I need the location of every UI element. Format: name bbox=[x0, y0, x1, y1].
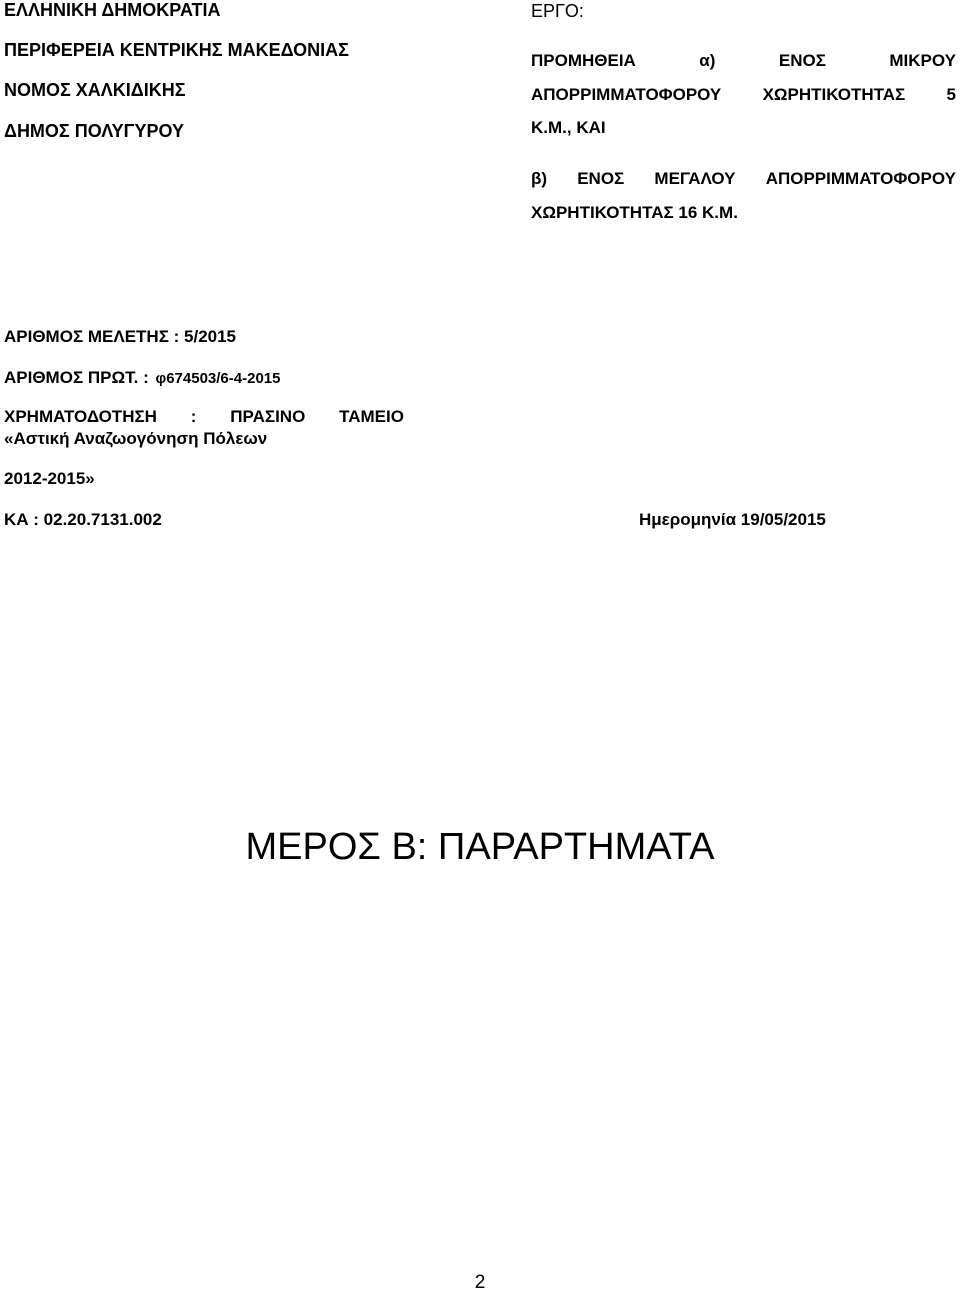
word: ΧΩΡΗΤΙΚΟΤΗΤΑΣ bbox=[762, 85, 906, 104]
word: ΠΡΑΣΙΝΟ bbox=[230, 407, 306, 426]
word: ΤΑΜΕΙΟ bbox=[339, 407, 404, 426]
word: 5 bbox=[946, 85, 956, 104]
word: ΕΝΟΣ bbox=[778, 51, 826, 70]
project-item-b-line1 bbox=[531, 169, 956, 189]
country-name: ΕΛΛΗΝΙΚΗ ΔΗΜΟΚΡΑΤΙΑ bbox=[4, 0, 221, 20]
word: ΜΕΓΑΛΟΥ bbox=[654, 169, 736, 188]
municipality-name: ΔΗΜΟΣ ΠΟΛΥΓΥΡΟΥ bbox=[4, 121, 184, 141]
word: ΜΙΚΡΟΥ bbox=[889, 51, 956, 70]
region-name: ΠΕΡΙΦΕΡΕΙΑ ΚΕΝΤΡΙΚΗΣ ΜΑΚΕΔΟΝΙΑΣ bbox=[4, 40, 349, 60]
section-title: ΜΕΡΟΣ Β: ΠΑΡΑΡΤΗΜΑΤΑ bbox=[245, 826, 715, 868]
protocol-label: ΑΡΙΘΜΟΣ ΠΡΩΤ. : bbox=[4, 368, 149, 387]
project-item-a-line3: Κ.Μ., ΚΑΙ bbox=[531, 118, 606, 137]
funding-line1 bbox=[4, 407, 404, 427]
word: ΕΝΟΣ bbox=[577, 169, 625, 188]
word: ΠΡΟΜΗΘΕΙΑ bbox=[531, 51, 636, 70]
word: β) bbox=[531, 169, 548, 188]
budget-code: ΚΑ : 02.20.7131.002 bbox=[4, 510, 162, 529]
study-number: ΑΡΙΘΜΟΣ ΜΕΛΕΤΗΣ : 5/2015 bbox=[4, 327, 237, 346]
funding-line2: «Αστική Αναζωογόνηση Πόλεων bbox=[4, 429, 268, 448]
project-item-a-line2 bbox=[531, 85, 956, 105]
prefecture-name: ΝΟΜΟΣ ΧΑΛΚΙΔΙΚΗΣ bbox=[4, 80, 186, 100]
word: ΧΡΗΜΑΤΟΔΟΤΗΣΗ bbox=[4, 407, 157, 426]
word: ΑΠΟΡΡΙΜΜΑΤΟΦΟΡΟΥ bbox=[531, 85, 722, 104]
protocol-value: φ674503/6-4-2015 bbox=[155, 370, 281, 387]
project-item-b-line2: ΧΩΡΗΤΙΚΟΤΗΤΑΣ 16 Κ.Μ. bbox=[531, 203, 738, 222]
project-item-a-line1 bbox=[531, 51, 956, 71]
funding-line3: 2012-2015» bbox=[4, 469, 95, 488]
project-label: ΕΡΓΟ: bbox=[531, 1, 584, 21]
word: : bbox=[190, 407, 197, 426]
protocol-number bbox=[4, 368, 280, 388]
word: α) bbox=[699, 51, 716, 70]
page-number: 2 bbox=[474, 1272, 486, 1293]
word: ΑΠΟΡΡΙΜΜΑΤΟΦΟΡΟΥ bbox=[765, 169, 956, 188]
study-date: Ημερομηνία 19/05/2015 bbox=[639, 510, 826, 529]
